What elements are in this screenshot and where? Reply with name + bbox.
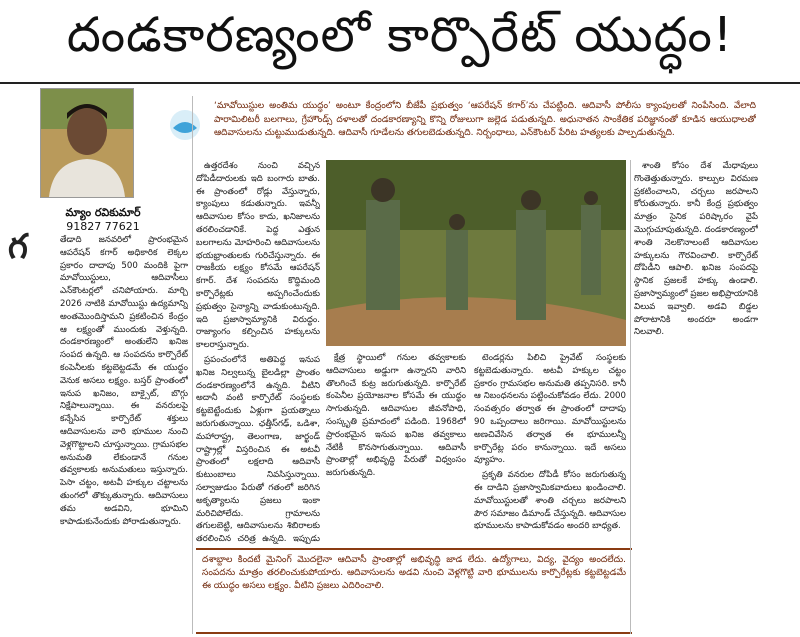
article-column-1 [40,234,188,634]
news-photo [326,160,626,346]
headline: దండకారణ్యంలో కార్పొరేట్ యుద్ధం! [66,7,734,63]
column-4-text: ప్రకృతి వనరుల దోపిడీ కోసం జరుగుతున్న ఈ దాడిని ప్రజాస్వామికవాదులు ఖండించాలి. మావోయిస్టులతో శాంతి చర్చలు జరపాలని పౌర సమాజం డిమాండ్ చేస్తున్నది. ఆదివాసుల భూములను కాపాడుకోవడం అందరి బాధ్యత. [474,470,626,532]
intro-paragraph: ‘మావోయిస్టుల అంతిమ యుద్ధం’ అంటూ కేంద్రంలోని బీజేపీ ప్రభుత్వం ‘ఆపరేషన్ కగార్’ను చేపట్టింది. ఆదివాసీ పోలీసు క్యాంపులతో నింపేసింది. వేలాది పారామిలిటరీ బలగాలు, గ్రేహౌండ్స్ దళాలతో దండకారణ్యాన్ని కొన్ని రోజులుగా జల్లెడ పడుతున్నది. అధునాతన సాంకేతిక పరిజ్ఞానంతో కూడిన ఆయుధాలతో ఆదివాసులను చుట్టుముడుతున్నది. ఆదివాసీ గూడేలను తగులబెడుతున్నది. నిర్బంధాలు, ఎన్‌కౌంటర్ పేరిట హత్యలకు పాల్పడుతున్నది. [214,101,756,138]
column-2-text: ఉత్తరదేశం నుంచి వచ్చిన దోపిడీదారులకు ఇది బంగారు బాతు. ఈ ప్రాంతంలో రోడ్లు వేస్తున్నారు, క్యాంపులు కడుతున్నారు. ఇవన్నీ ఆదివాసుల కోసం కాదు, ఖనిజాలను తరలించడానికే. పెద్ద ఎత్తున బలగాలను మోహరించి ఆదివాసులను భయభ్రాంతులకు గురిచేస్తున్నారు. ఈ రాజకీయ లక్ష్యం కోసమే ఆపరేషన్ కగార్. దేశ సంపదను కొద్దిమంది కార్పొరేట్లకు అప్పగించేందుకు ప్రభుత్వం సైన్యాన్ని వాడుకుంటున్నది. ఇది ప్రజాస్వామ్యానికి విరుద్ధం. రాజ్యాంగం కల్పించిన హక్కులను కాలరాస్తున్నారు. [196,161,320,351]
article-column-5 [634,160,758,634]
author-portrait-image [41,89,133,197]
headline-rule [0,82,800,84]
column-divider [192,96,193,634]
security-forces-photo [326,160,626,346]
column-5-text: క్షేత్ర స్థాయిలో గనుల తవ్వకాలకు ఆదివాసులు అడ్డుగా ఉన్నారని వారిని తొలగించే కుట్ర జరుగుతున్నది. కార్పొరేట్ కంపెనీల ప్రయోజనాల కోసమే ఈ యుద్ధం సాగుతున్నది. ఆదివాసుల జీవనోపాధి, సంస్కృతి ప్రమాదంలో పడింది. 1968లో ప్రారంభమైన ఇనుప ఖనిజ తవ్వకాలు నేటికీ కొనసాగుతున్నాయి. ఆదివాసీ ప్రాంతాల్లో అభివృద్ధి పేరుతో విధ్వంసం జరుగుతున్నది. [326,353,466,479]
author-name: మ్యాం రవికుమార్ [65,206,141,219]
author-phone: 91827 77621 [66,220,140,233]
pull-quote: దశాబ్దాల కిందటే మైనింగ్ మొదలైనా ఆదివాసీ ప్రాంతాల్లో అభివృద్ధి జాడ లేదు. ఉద్యోగాలు, విద్య, వైద్యం అందలేదు. సంపదను మాత్రం తరలించుకుపోయారు. ఆదివాసులను అడవి నుంచి వెళ్లగొట్టి వారి భూములను కార్పొరేట్లకు కట్టబెట్టడమే ఈ యుద్ధం అసలు లక్ష్యం. వీటిని ప్రజలు ఎదిరించాలి. [196,548,632,634]
column-1-text: తేడాది జనవరిలో ప్రారంభమైన ఆపరేషన్ కగార్ అధికారిక లెక్కల ప్రకారం దాదాపు 500 మందికి పైగా మావోయిస్టులు, ఆదివాసీలు ఎన్‌కౌంటర్లలో చనిపోయారు. మార్చి 2026 నాటికి మావోయిస్టు ఉద్యమాన్ని అంతమొందిస్తామని ప్రకటించిన కేంద్రం ఆ లక్ష్యంతో ముందుకు వెళ్తున్నది. దండకారణ్యంలో అంతులేని ఖనిజ సంపద ఉన్నది. ఆ సంపదను కార్పొరేట్ కంపెనీలకు కట్టబెట్టడమే ఈ యుద్ధం వెనుక అసలు లక్ష్యం. బస్తర్ ప్రాంతంలో ఇనుప ఖనిజం, బాక్సైట్, బొగ్గు నిక్షేపాలున్నాయి. ఈ వనరులపై కన్నేసిన కార్పొరేట్ శక్తులు ఆదివాసులను వారి భూముల నుంచి వెళ్లగొట్టాలని చూస్తున్నాయి. గ్రామసభల అనుమతి లేకుండానే గనుల తవ్వకాలకు అనుమతులు ఇస్తున్నారు. పెసా చట్టం, అటవీ హక్కుల చట్టాలను తుంగలో తొక్కుతున్నారు. ఆదివాసులు తమ అడవిని, భూమిని కాపాడుకునేందుకు పోరాడుతున్నారు. [60,235,188,527]
column-7-text: శాంతి కోసం దేశ మేధావులు గొంతెత్తుతున్నారు. కాల్పుల విరమణ ప్రకటించాలని, చర్చలు జరపాలని కోరుతున్నారు. కానీ కేంద్ర ప్రభుత్వం మాత్రం సైనిక పరిష్కారం వైపే మొగ్గుచూపుతున్నది. దండకారణ్యంలో శాంతి నెలకొనాలంటే ఆదివాసుల హక్కులను గౌరవించాలి. కార్పొరేట్ దోపిడీని ఆపాలి. ఖనిజ సంపదపై స్థానిక ప్రజలకే హక్కు ఉండాలి. ప్రజాస్వామ్యంలో ప్రజల అభిప్రాయానికి విలువ ఇవ్వాలి. అడవి బిడ్డల పోరాటానికి అందరూ అండగా నిలవాలి. [634,161,758,338]
column-divider [630,160,631,634]
article-column-3 [326,352,466,546]
article-column-2 [196,160,320,546]
byline [8,206,198,234]
column-3-text: ప్రపంచంలోనే అతిపెద్ద ఇనుప ఖనిజ నిల్వలున్న బైలడిల్లా ప్రాంతం దండకారణ్యంలోనే ఉన్నది. వీటిని అదానీ వంటి కార్పొరేట్ సంస్థలకు కట్టబెట్టేందుకు ఏళ్లుగా ప్రయత్నాలు జరుగుతున్నాయి. ఛత్తీస్‌గఢ్, ఒడిశా, మహారాష్ట్ర, తెలంగాణ, జార్ఖండ్ రాష్ట్రాల్లో విస్తరించిన ఈ అటవీ ప్రాంతంలో లక్షలాది ఆదివాసీ కుటుంబాలు నివసిస్తున్నాయి. సల్వాజుడుం పేరుతో గతంలో జరిగిన అకృత్యాలను ప్రజలు ఇంకా మరిచిపోలేదు. గ్రామాలను తగులబెట్టి, ఆదివాసులను శిబిరాలకు తరలించిన చరిత్ర ఉన్నది. ఇప్పుడు [196,354,320,545]
drop-cap: గ [8,227,28,267]
column-6-text: టెండర్లను పిలిచి ప్రైవేట్ సంస్థలకు కట్టబెడుతున్నారు. అటవీ హక్కుల చట్టం ప్రకారం గ్రామసభల అనుమతి తప్పనిసరి. కానీ ఆ నిబంధనలను పట్టించుకోవడం లేదు. 2000 సంవత్సరం తర్వాత ఈ ప్రాంతంలో దాదాపు 90 ఒప్పందాలు జరిగాయి. మావోయిస్టులను అణచివేసిన తర్వాత ఈ భూములన్నీ కార్పొరేట్ల పరం కానున్నాయి. ఇదే అసలు వ్యూహం. [474,353,626,466]
author-photo [40,88,134,198]
section-logo-icon [168,108,202,142]
